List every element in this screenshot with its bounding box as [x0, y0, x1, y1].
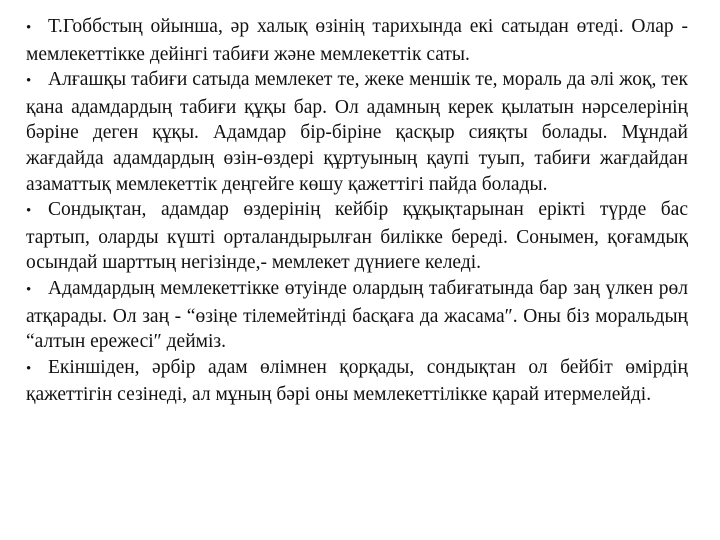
bullet-icon: • — [26, 20, 32, 36]
bullet-item — [26, 276, 688, 355]
bullet-icon: • — [26, 73, 32, 90]
bullet-icon: • — [26, 360, 32, 377]
bullet-item-text: Алғашқы табиғи сатыда мемлекет те, жеке меншік те, мораль да әлі жоқ, тек қана адамдардың табиғи құқы бар. Ол адамның керек қылатын нәрселерінің бәріне деген құқы. Адамдар бір-біріне қасқыр сияқты болады. Мұндай жағдайда адамдардың өзін-өздері құртуының қаупі туып, табиғи жағдайдан азаматтық мемлекеттік деңгейге көшу қажеттігі пайда болады. — [26, 69, 688, 195]
bullet-icon: • — [26, 203, 32, 220]
bullet-icon: • — [26, 281, 32, 298]
bullet-item-text: Т.Гоббстың ойынша, әр халық өзінің тарихында екі сатыдан өтеді. Олар - мемлекеттікке дейінгі табиғи және мемлекеттік саты. — [26, 16, 688, 65]
bullet-item-text: Сондықтан, адамдар өздерінің кейбір құқықтарынан ерікті түрде бас тартып, оларды күшті орталандырылған билікке береді. Сонымен, қоғамдық осындай шарттың негізінде,- мемлекет дүниеге келеді. — [26, 199, 688, 274]
bullet-item — [26, 355, 688, 408]
bullet-item — [26, 197, 688, 276]
bullet-item-text: Адамдардың мемлекеттікке өтуінде олардың табиғатында бар заң үлкен рөл атқарады. Ол заң - “өзіңе тілемейтіндi басқаға да жасама″. Оны біз моральдың “алтын ережесі″ дейміз. — [26, 277, 688, 353]
bullet-item — [26, 67, 688, 197]
bullet-item-text: Екіншіден, әрбір адам өлімнен қорқады, сондықтан ол бейбіт өмірдің қажеттігін сезінеді, ал мұның бәрі оны мемлекеттілікке қарай итермелейді. — [26, 356, 688, 406]
bullet-item — [26, 14, 688, 67]
